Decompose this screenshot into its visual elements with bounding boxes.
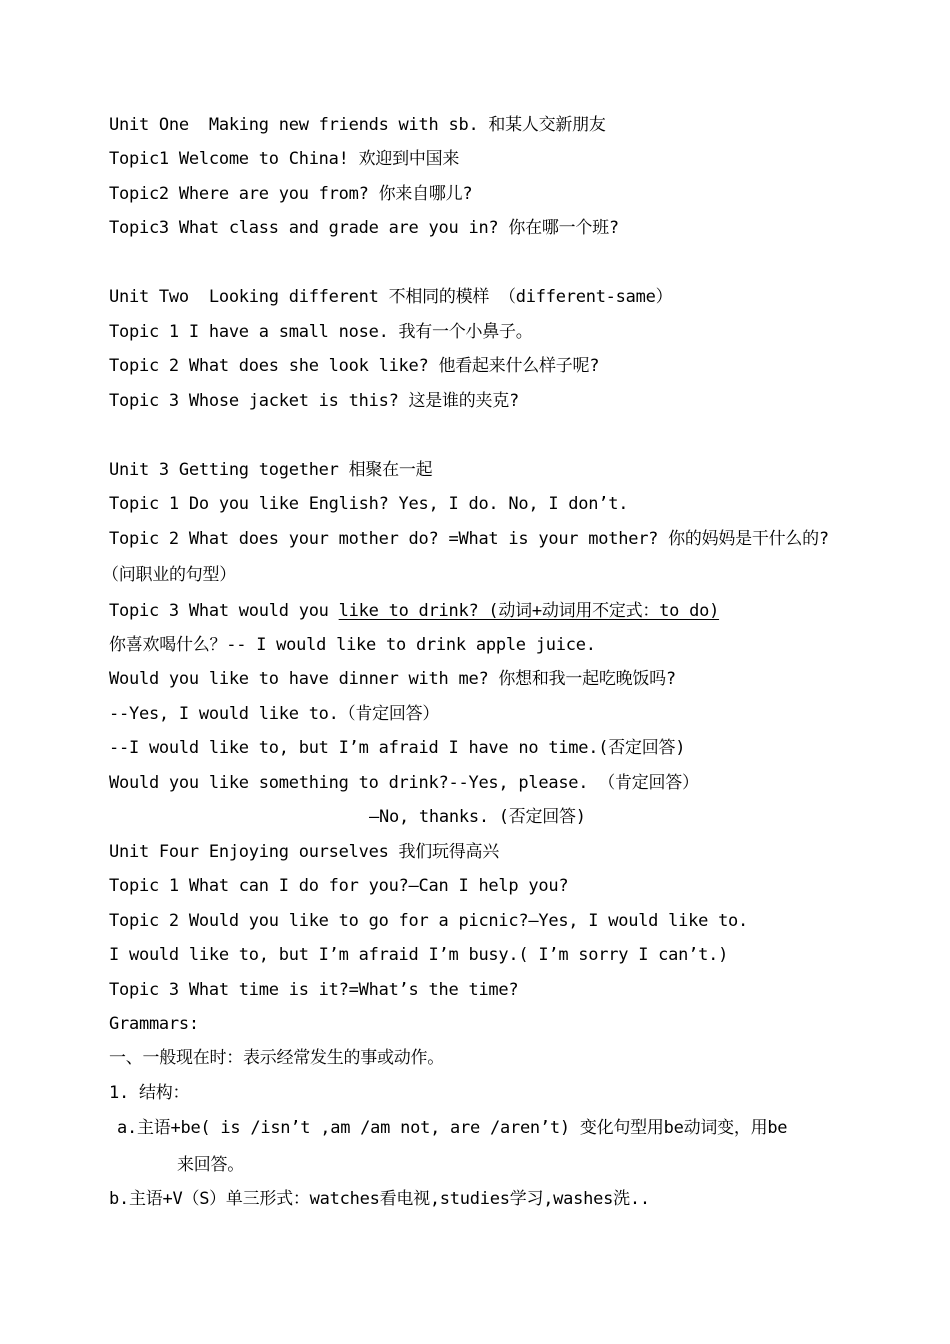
unit-two-topic-3: Topic 3 Whose jacket is this? 这是谁的夹克? (109, 391, 520, 411)
unit-two-topic-1: Topic 1 I have a small nose. 我有一个小鼻子。 (109, 322, 533, 342)
unit-four-title: Unit Four Enjoying ourselves 我们玩得高兴 (109, 842, 500, 862)
unit-four-line-4: Topic 3 What time is it?=What’s the time? (109, 980, 519, 1000)
unit-two-title: Unit Two Looking different 不相同的模样 （different-same） (109, 287, 673, 307)
unit-four-line-2: Topic 2 Would you like to go for a picnic?—Yes, I would like to. (109, 911, 749, 931)
grammar-item-a-line-2: 来回答。 (177, 1155, 244, 1175)
grammar-item-b: b.主语+V（S）单三形式：watches看电视,studies学习,washes洗.. (109, 1189, 650, 1209)
grammar-heading: Grammars: (109, 1014, 199, 1034)
unit-one-topic-3: Topic3 What class and grade are you in? 你在哪一个班? (109, 218, 619, 238)
unit-three-line-6: —No, thanks. (否定回答) (369, 807, 586, 827)
unit-three-line-4: --I would like to, but I’m afraid I have no time.(否定回答) (109, 738, 686, 758)
unit-three-line-3: --Yes, I would like to.（肯定回答） (109, 704, 440, 724)
unit-three-topic-1: Topic 1 Do you like English? Yes, I do. No, I don’t. (109, 494, 629, 514)
unit-three-line-2: Would you like to have dinner with me? 你想和我一起吃晚饭吗? (109, 669, 676, 689)
unit-one-topic-2: Topic2 Where are you from? 你来自哪儿? (109, 184, 473, 204)
unit-one-title: Unit One Making new friends with sb. 和某人交新朋友 (109, 115, 606, 135)
unit-three-topic-3 (109, 600, 719, 622)
topic-3-prefix: Topic 3 What would you (109, 601, 339, 621)
unit-one-topic-1: Topic1 Welcome to China! 欢迎到中国来 (109, 149, 460, 169)
unit-three-title: Unit 3 Getting together 相聚在一起 (109, 460, 433, 480)
unit-four-line-3: I would like to, but I’m afraid I’m busy.( I’m sorry I can’t.) (109, 945, 729, 965)
unit-three-topic-2-note: （问职业的句型） (102, 565, 236, 585)
topic-3-underlined-text: like to drink? (动词+动词用不定式：to do) (338, 601, 720, 621)
unit-three-topic-2: Topic 2 What does your mother do? =What is your mother? 你的妈妈是干什么的? (109, 529, 829, 549)
unit-three-line-1: 你喜欢喝什么？-- I would like to drink apple juice. (109, 635, 596, 655)
grammar-structure: 1. 结构： (109, 1083, 190, 1103)
grammar-section-1: 一、一般现在时：表示经常发生的事或动作。 (109, 1048, 444, 1068)
grammar-item-a-line-1: a.主语+be( is /isn’t ,am /am not, are /aren’t) 变化句型用be动词变，用be (117, 1118, 788, 1138)
unit-three-line-5: Would you like something to drink?--Yes, please. （肯定回答） (109, 773, 699, 793)
unit-two-topic-2: Topic 2 What does she look like? 他看起来什么样子呢? (109, 356, 600, 376)
unit-four-line-1: Topic 1 What can I do for you?—Can I help you? (109, 876, 569, 896)
